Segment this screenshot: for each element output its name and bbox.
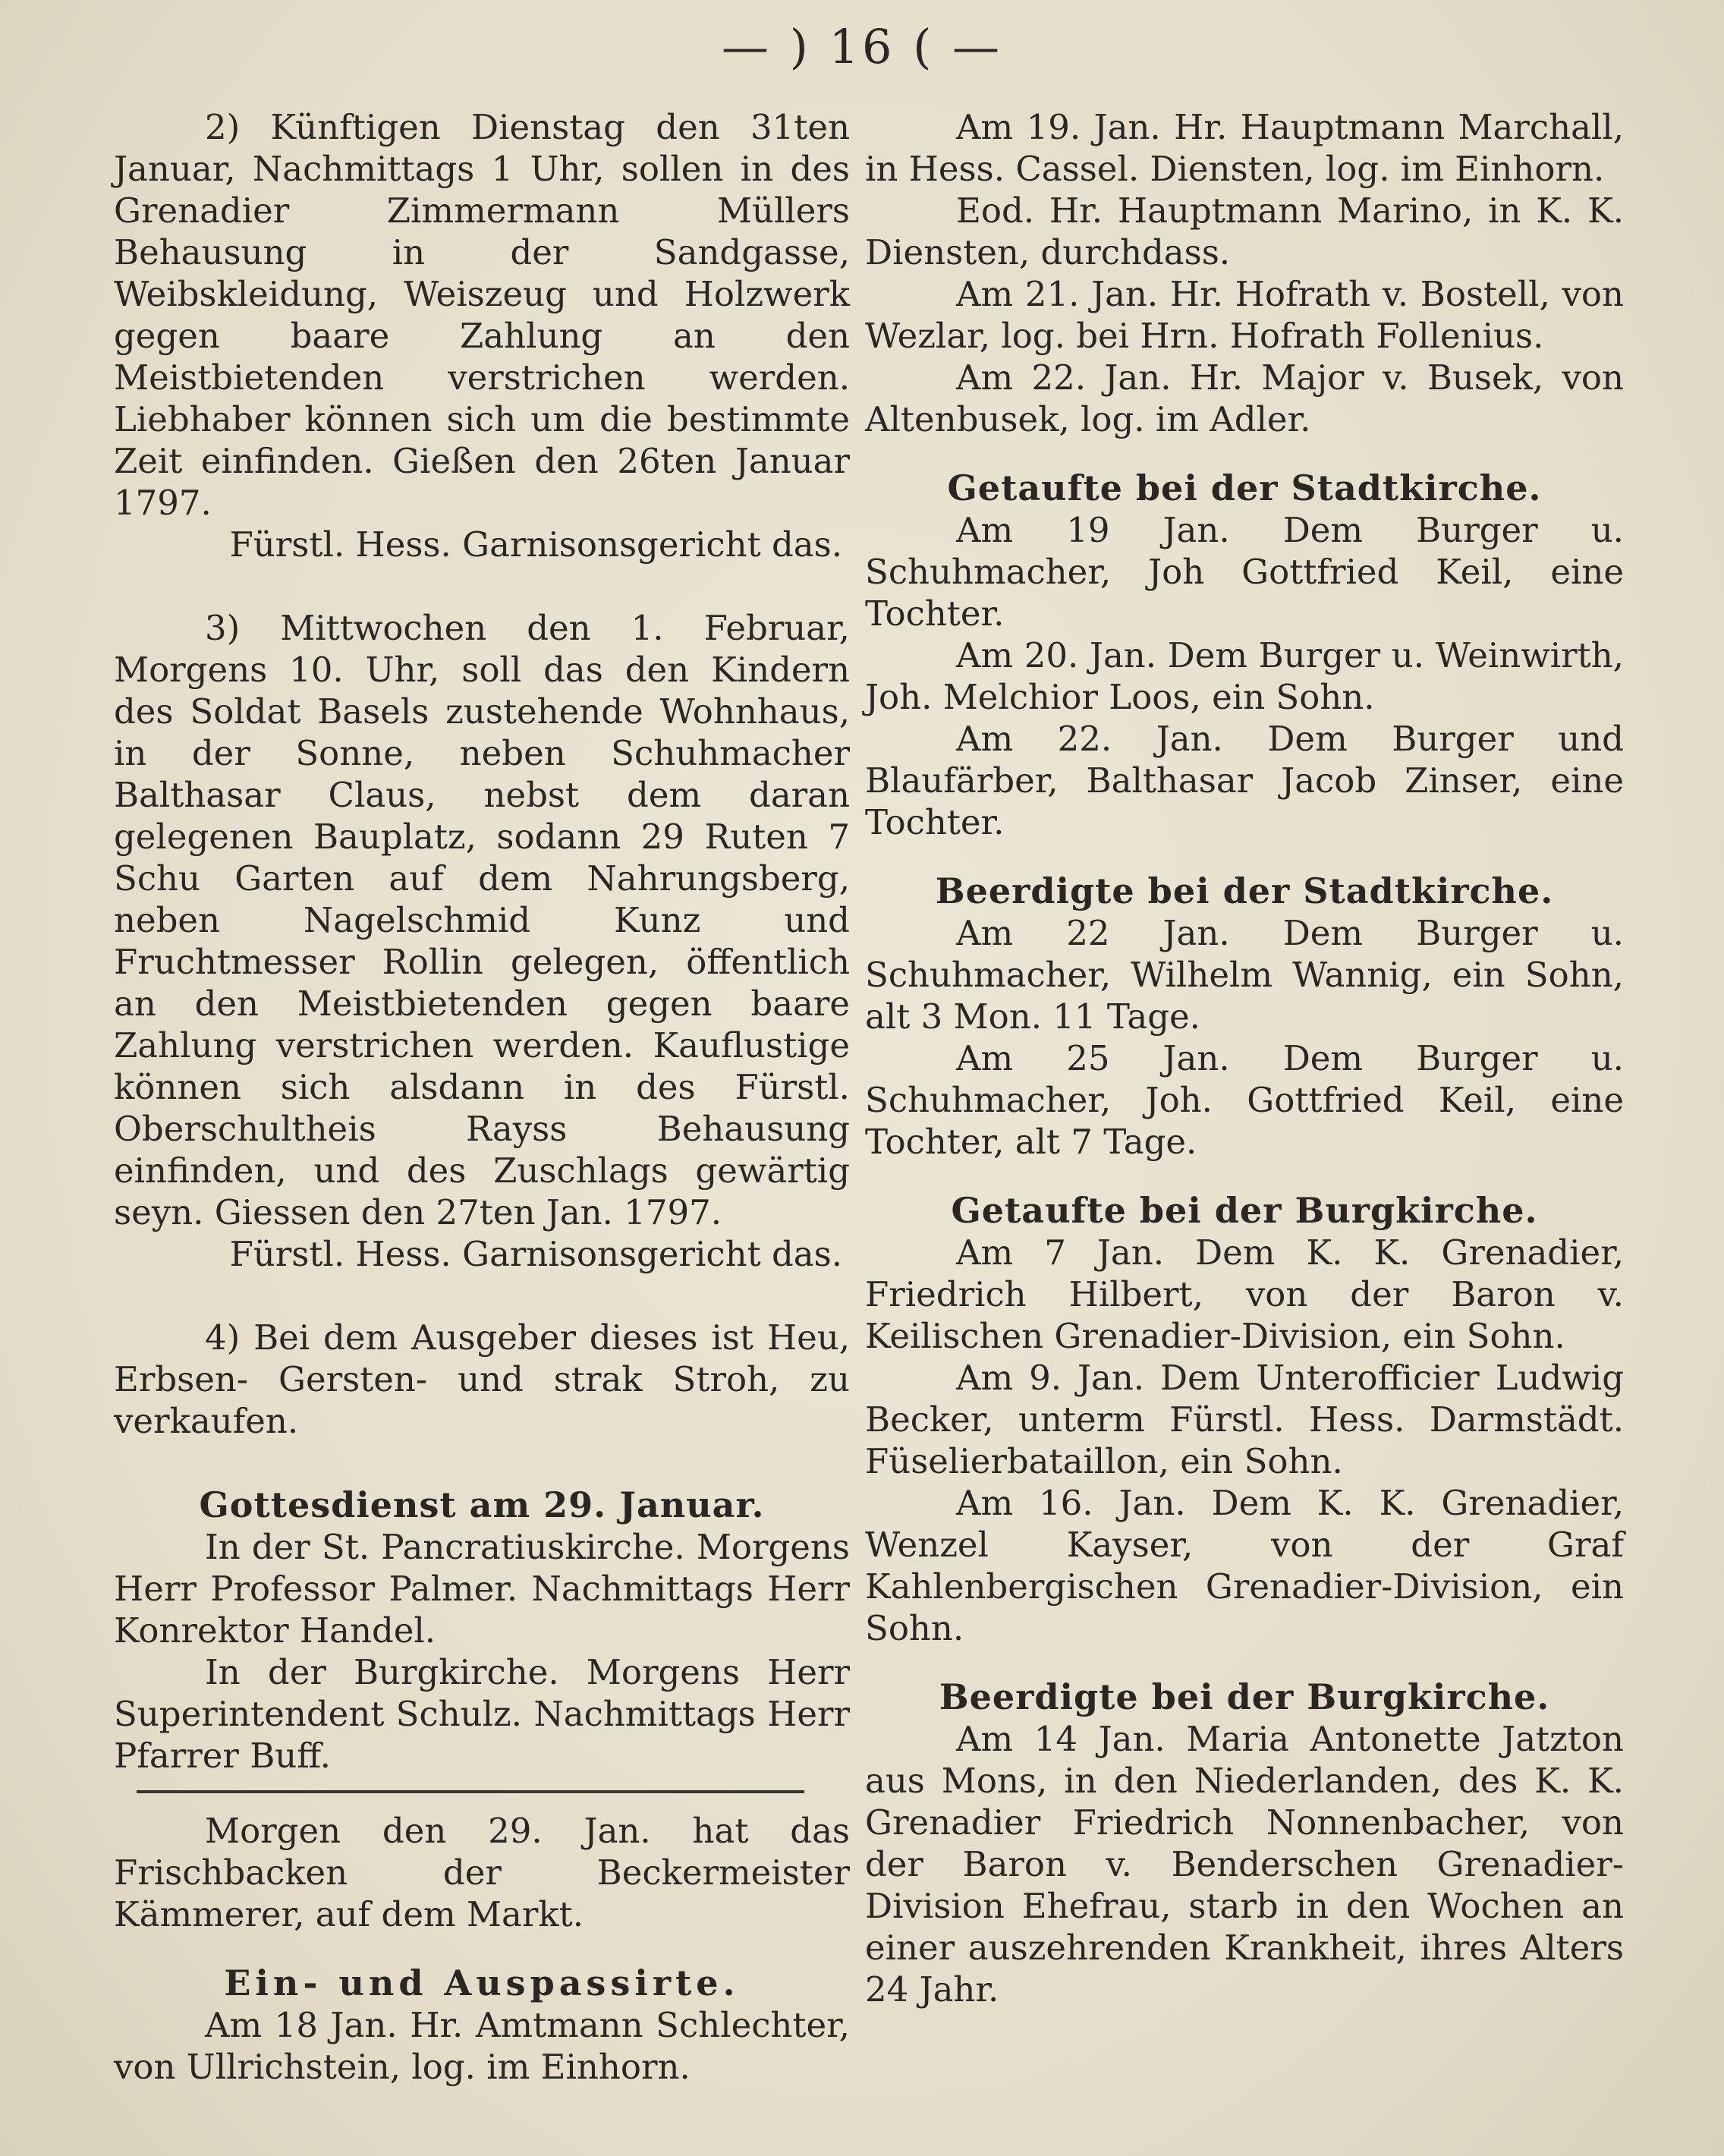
getaufte-burgkirche-entry: Am 9. Jan. Dem Unterofficier Ludwig Becker, unterm Fürstl. Hess. Darmstädt. Füselierbataillon, ein Sohn. <box>865 1358 1624 1481</box>
passierte-entry: Am 22. Jan. Hr. Major v. Busek, von Altenbusek, log. im Adler. <box>865 357 1624 439</box>
notice-2-signature: Fürstl. Hess. Garnisonsgericht das. <box>229 524 842 565</box>
getaufte-burgkirche-entry: Am 16. Jan. Dem K. K. Grenadier, Wenzel Kayser, von der Graf Kahlenbergischen Grenadier-Division, ein Sohn. <box>865 1483 1624 1648</box>
left-column <box>114 106 850 2088</box>
passierte-entry: Am 19. Jan. Hr. Hauptmann Marchall, in Hess. Cassel. Diensten, log. im Einhorn. <box>865 107 1624 189</box>
getaufte-stadtkirche-entry: Am 22. Jan. Dem Burger und Blaufärber, Balthasar Jacob Zinser, eine Tochter. <box>865 719 1624 842</box>
passierte-entry: Am 21. Jan. Hr. Hofrath v. Bostell, von Wezlar, log. bei Hrn. Hofrath Follenius. <box>865 274 1624 356</box>
beerdigte-stadtkirche-heading: Beerdigte bei der Stadtkirche. <box>935 870 1554 911</box>
notice-3: 3) Mittwochen den 1. Februar, Morgens 10. Uhr, soll das den Kindern des Soldat Basels zustehende Wohnhaus, in der Sonne, neben Schuhmacher Balthasar Claus, nebst dem daran gelegenen Bauplatz, sodann 29 Ruten 7 Schu Garten auf dem Nahrungsberg, neben Nagelschmid Kunz und Fruchtmesser Rollin gelegen, öffentlich an den Meistbietenden gegen baare Zahlung verstrichen werden. Kauflustige können sich alsdann in des Fürstl. Oberschultheis Rayss Behausung einfinden, und des Zuschlags gewärtig seyn. Giessen den 27ten Jan. 1797. <box>114 608 850 1232</box>
right-column <box>865 106 1624 2010</box>
beerdigte-burgkirche-entry: Am 14 Jan. Maria Antonette Jatzton aus Mons, in den Niederlanden, des K. K. Grenadier Friedrich Nonnenbacher, von der Baron v. Benderschen Grenadier-Division Ehefrau, starb in den Wochen an einer auszehrenden Krankheit, ihres Alters 24 Jahr. <box>865 1719 1624 2010</box>
page-number-header: — ) 16 ( — <box>721 19 1003 74</box>
beerdigte-stadtkirche-entry: Am 22 Jan. Dem Burger u. Schuhmacher, Wilhelm Wannig, ein Sohn, alt 3 Mon. 11 Tage. <box>865 913 1624 1037</box>
getaufte-burgkirche-heading: Getaufte bei der Burgkirche. <box>951 1190 1538 1231</box>
notice-4: 4) Bei dem Ausgeber dieses ist Heu, Erbsen- Gersten- und strak Stroh, zu verkaufen. <box>114 1317 850 1441</box>
notice-2: 2) Künftigen Dienstag den 31ten Januar, Nachmittags 1 Uhr, sollen in des Grenadier Zimmermann Müllers Behausung in der Sandgasse, Weibskleidung, Weiszeug und Holzwerk gegen baare Zahlung an den Meistbietenden verstrichen werden. Liebhaber können sich um die bestimmte Zeit einfinden. Gießen den 26ten Januar 1797. <box>114 107 850 523</box>
beerdigte-stadtkirche-entry: Am 25 Jan. Dem Burger u. Schuhmacher, Joh. Gottfried Keil, eine Tochter, alt 7 Tage. <box>865 1038 1624 1162</box>
gottesdienst-burgkirche: In der Burgkirche. Morgens Herr Superintendent Schulz. Nachmittags Herr Pfarrer Buff. <box>114 1652 850 1776</box>
getaufte-stadtkirche-heading: Getaufte bei der Stadtkirche. <box>947 467 1542 508</box>
section-divider <box>137 1790 804 1793</box>
passierte-entry: Am 18 Jan. Hr. Amtmann Schlechter, von Ullrichstein, log. im Einhorn. <box>114 2005 850 2087</box>
gottesdienst-heading: Gottesdienst am 29. Januar. <box>199 1484 765 1525</box>
gottesdienst-pancratius: In der St. Pancratiuskirche. Morgens Herr Professor Palmer. Nachmittags Herr Konrektor Handel. <box>114 1527 850 1651</box>
getaufte-stadtkirche-entry: Am 19 Jan. Dem Burger u. Schuhmacher, Joh Gottfried Keil, eine Tochter. <box>865 510 1624 634</box>
passierte-heading: Ein- und Auspassirte. <box>224 1962 740 2003</box>
notice-3-signature: Fürstl. Hess. Garnisonsgericht das. <box>229 1234 842 1274</box>
getaufte-burgkirche-entry: Am 7 Jan. Dem K. K. Grenadier, Friedrich Hilbert, von der Baron v. Keilischen Grenadier-Division, ein Sohn. <box>865 1232 1624 1356</box>
passierte-entry: Eod. Hr. Hauptmann Marino, in K. K. Diensten, durchdass. <box>865 190 1624 272</box>
getaufte-stadtkirche-entry: Am 20. Jan. Dem Burger u. Weinwirth, Joh. Melchior Loos, ein Sohn. <box>865 635 1624 717</box>
backen-notice: Morgen den 29. Jan. hat das Frischbacken der Beckermeister Kämmerer, auf dem Markt. <box>114 1811 850 1934</box>
beerdigte-burgkirche-heading: Beerdigte bei der Burgkirche. <box>939 1676 1550 1717</box>
